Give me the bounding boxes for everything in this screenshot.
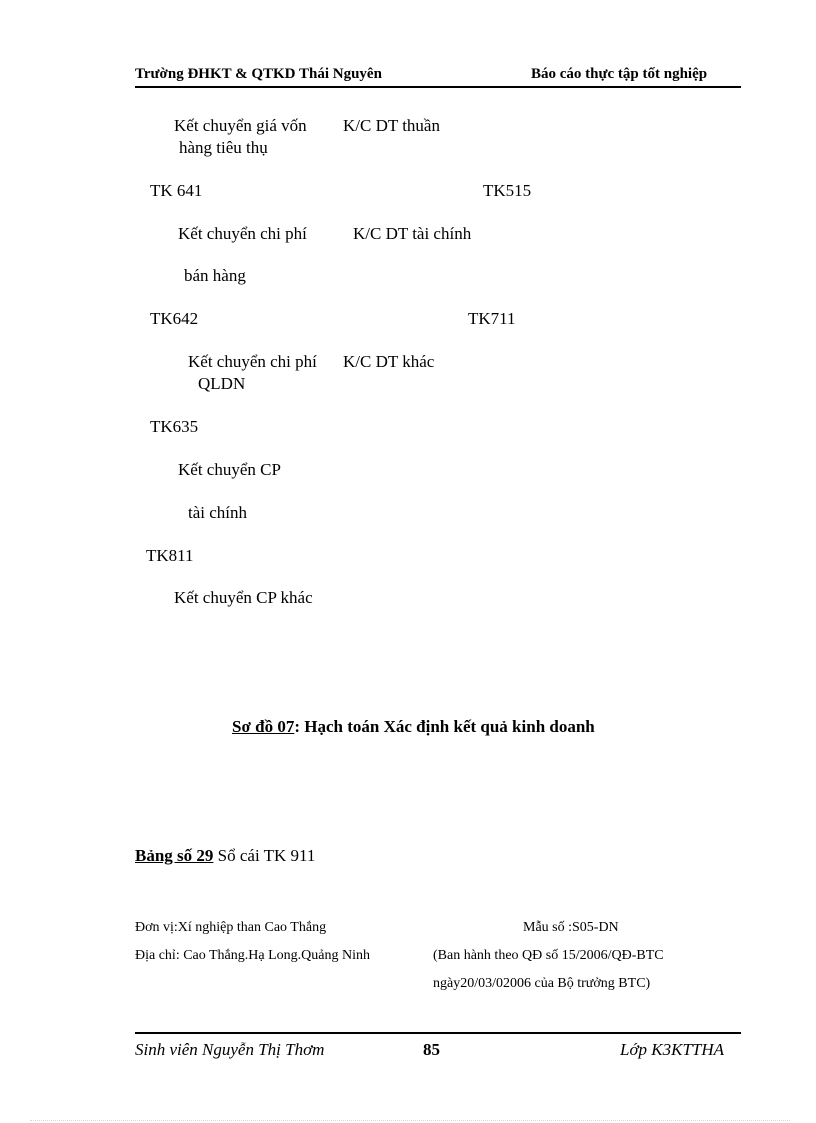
diagram-line-selling-cost: Kết chuyển chi phí [178,224,307,243]
diagram-line-cogs: Kết chuyển giá vốn [174,116,307,135]
form-issued-date: ngày20/03/02006 của Bộ trưởng BTC) [433,976,651,991]
account-tk641: TK 641 [150,181,203,200]
diagram-line-financial-cost: Kết chuyển CP [178,460,281,479]
table-title-label: Bảng số 29 [135,846,214,865]
diagram-line-other-revenue: K/C DT khác [343,352,435,371]
table-title-text: Sổ cái TK 911 [213,846,316,865]
diagram-caption [232,717,595,737]
account-tk515: TK515 [483,181,532,200]
form-issued-by: (Ban hành theo QĐ số 15/2006/QĐ-BTC [433,948,664,963]
diagram-line-admin-cost: Kết chuyển chi phí [188,352,317,371]
account-tk642: TK642 [150,309,199,328]
footer-rule [135,1032,741,1034]
footer-student: Sinh viên Nguyễn Thị Thơm [135,1040,325,1059]
footer-page-number: 85 [423,1040,440,1059]
footer-class: Lớp K3KTTHA [620,1040,725,1059]
form-address: Địa chỉ: Cao Thắng.Hạ Long.Quảng Ninh [135,948,370,963]
caption-label: Sơ đồ 07 [232,717,295,736]
diagram-line-sales: bán hàng [184,266,246,285]
account-tk711: TK711 [468,309,516,328]
form-number: Mẫu số :S05-DN [523,920,619,935]
caption-text: : Hạch toán Xác định kết quả kinh doanh [294,717,595,736]
form-unit: Đơn vị:Xí nghiệp than Cao Thắng [135,920,327,935]
diagram-line-financial-revenue: K/C DT tài chính [353,224,472,243]
header-school: Trường ĐHKT & QTKD Thái Nguyên [135,66,382,82]
diagram-line-other-cost: Kết chuyển CP khác [174,588,313,607]
diagram-line-qldn: QLDN [198,374,246,393]
account-tk635: TK635 [150,417,199,436]
header-report-title: Báo cáo thực tập tốt nghiệp [531,66,708,82]
diagram-line-financial: tài chính [188,503,248,522]
page-edge [30,1120,790,1121]
table-title [135,846,315,866]
diagram-line-goods-sold: hàng tiêu thụ [179,138,268,157]
account-tk811: TK811 [146,546,194,565]
header-rule [135,86,741,88]
diagram-line-net-revenue: K/C DT thuần [343,116,440,135]
